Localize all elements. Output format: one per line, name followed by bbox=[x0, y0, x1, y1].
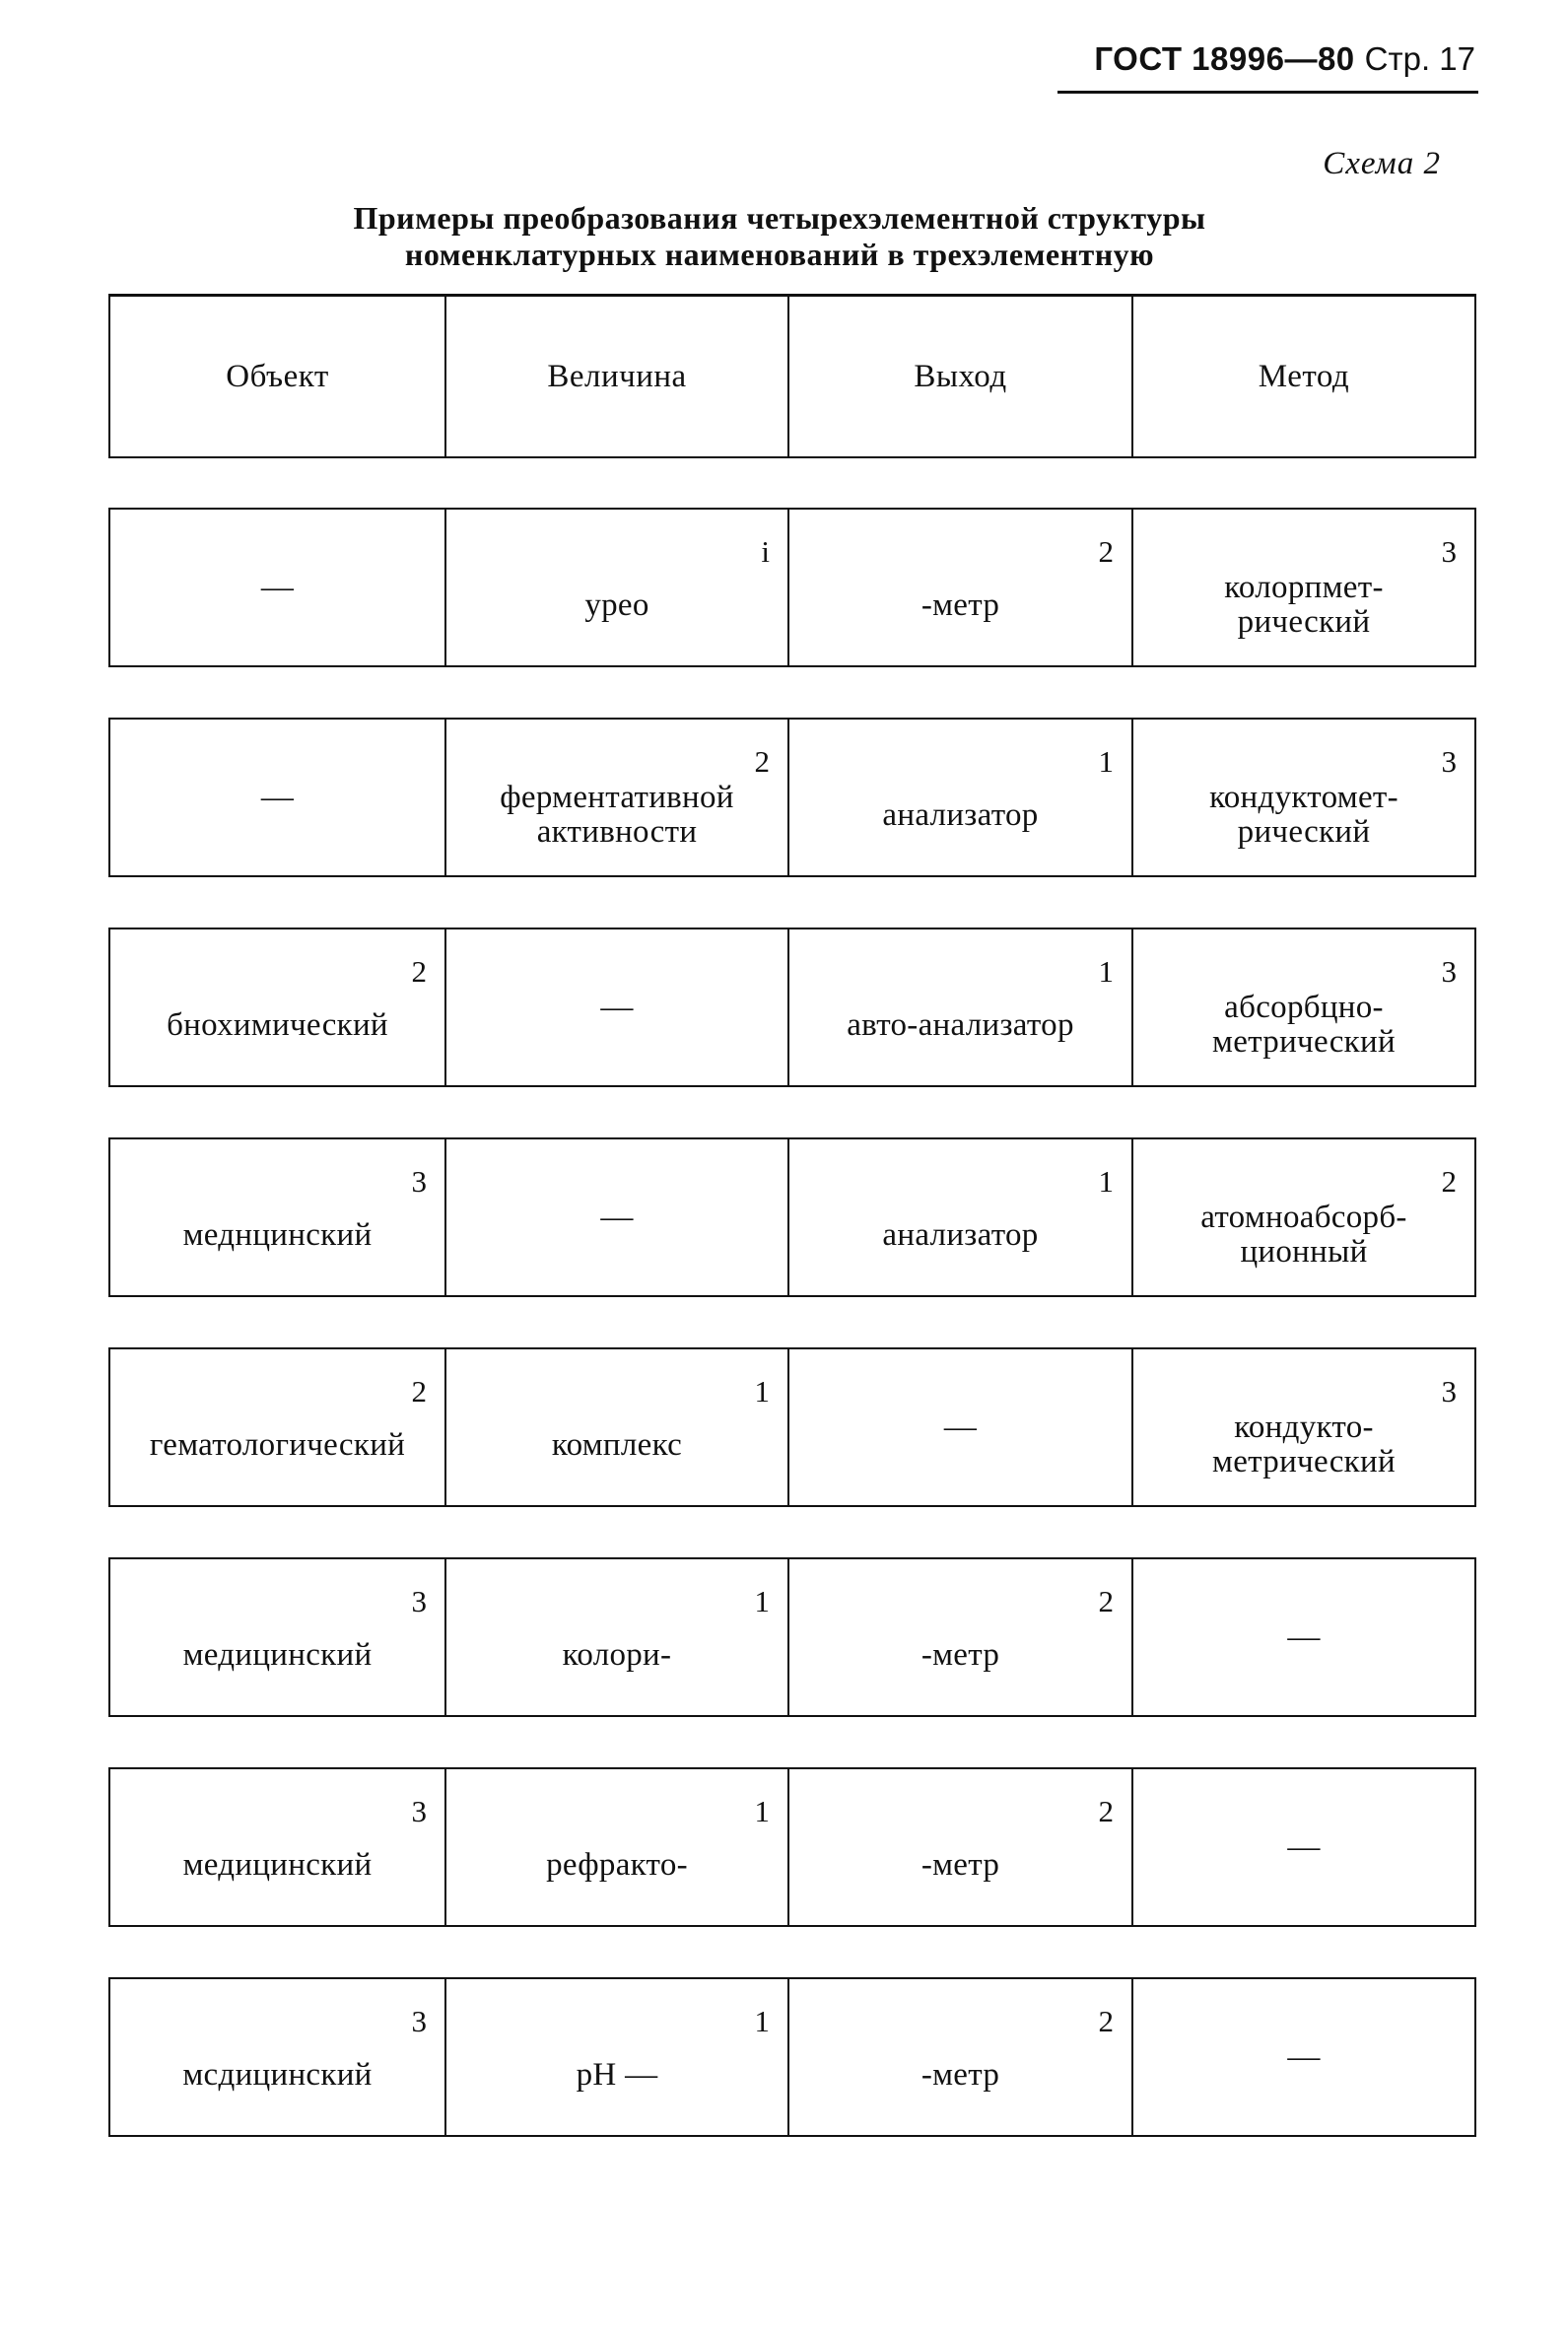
cell-text-line: -метр bbox=[920, 1846, 1000, 1883]
table-cell bbox=[444, 1979, 787, 2135]
table-row bbox=[108, 718, 1476, 877]
table-cell bbox=[787, 1769, 1131, 1925]
cell-text-line: колорпмет- bbox=[1224, 570, 1384, 605]
cell-text-line: авто-анализатор bbox=[847, 1006, 1074, 1043]
table-row bbox=[108, 1767, 1476, 1927]
table-header bbox=[108, 294, 1476, 458]
page-header bbox=[1094, 39, 1475, 79]
header-underline bbox=[1057, 91, 1478, 94]
table-cell bbox=[444, 720, 787, 875]
table-cell bbox=[1131, 720, 1476, 875]
cell-index-number: 1 bbox=[1098, 744, 1114, 779]
cell-text-line: бнохимический bbox=[167, 1006, 388, 1043]
table-cell bbox=[1131, 929, 1476, 1085]
table-row bbox=[108, 928, 1476, 1087]
cell-text-line: рический bbox=[1237, 814, 1371, 850]
cell-text-line: -метр bbox=[920, 2056, 1000, 2093]
table-cell bbox=[1131, 1979, 1476, 2135]
cell-index-number: 2 bbox=[1441, 1164, 1457, 1199]
title-line-2: номенклатурных наименований в трехэлементную bbox=[404, 237, 1155, 272]
column-header-output: Выход bbox=[787, 297, 1131, 456]
table-row bbox=[108, 1347, 1476, 1507]
cell-text bbox=[1133, 929, 1474, 1085]
empty-cell-dash bbox=[446, 929, 787, 1085]
cell-text bbox=[446, 510, 787, 665]
cell-text-line: рический bbox=[1237, 604, 1371, 640]
empty-cell-dash bbox=[110, 510, 444, 665]
table-cell bbox=[1131, 1349, 1476, 1505]
cell-text-line: рефракто- bbox=[546, 1846, 688, 1883]
cell-index-number: 3 bbox=[1441, 954, 1457, 989]
cell-text bbox=[1133, 510, 1474, 665]
table-cell bbox=[1131, 510, 1476, 665]
cell-text bbox=[110, 1139, 444, 1295]
cell-index-number: 1 bbox=[1098, 954, 1114, 989]
cell-index-number: 2 bbox=[411, 1374, 427, 1409]
cell-text bbox=[110, 929, 444, 1085]
empty-cell-dash bbox=[1133, 1559, 1474, 1715]
table-cell bbox=[444, 1769, 787, 1925]
table-cell bbox=[444, 510, 787, 665]
cell-index-number: 2 bbox=[1098, 1584, 1114, 1618]
cell-index-number: 2 bbox=[411, 954, 427, 989]
table-cell bbox=[108, 1349, 444, 1505]
page-number: Стр. 17 bbox=[1364, 40, 1475, 77]
column-header-quantity: Величина bbox=[444, 297, 787, 456]
table-cell bbox=[108, 1559, 444, 1715]
cell-text-line: абсорбцно- bbox=[1224, 990, 1384, 1025]
table-row bbox=[108, 1137, 1476, 1297]
cell-text-line: -метр bbox=[920, 1636, 1000, 1673]
cell-text bbox=[110, 1769, 444, 1925]
cell-text-line: — bbox=[600, 989, 634, 1025]
table-cell bbox=[787, 1139, 1131, 1295]
cell-index-number: 2 bbox=[1098, 534, 1114, 569]
cell-text-line: pH — bbox=[576, 2056, 658, 2093]
cell-text-line: ционный bbox=[1240, 1234, 1368, 1270]
table-cell bbox=[787, 1349, 1131, 1505]
cell-text-line: активности bbox=[536, 814, 698, 850]
cell-text-line: ферментативной bbox=[500, 780, 734, 815]
cell-index-number: 3 bbox=[1441, 744, 1457, 779]
cell-index-number: 2 bbox=[754, 744, 770, 779]
empty-cell-dash bbox=[1133, 1769, 1474, 1925]
empty-cell-dash bbox=[446, 1139, 787, 1295]
cell-index-number: 2 bbox=[1098, 2004, 1114, 2038]
empty-cell-dash bbox=[789, 1349, 1131, 1505]
cell-text-line: — bbox=[1287, 1828, 1321, 1865]
cell-text bbox=[789, 1559, 1131, 1715]
cell-index-number: 3 bbox=[1441, 534, 1457, 569]
cell-text bbox=[1133, 720, 1474, 875]
table-cell bbox=[108, 720, 444, 875]
empty-cell-dash bbox=[1133, 1979, 1474, 2135]
cell-index-number: 1 bbox=[754, 1584, 770, 1618]
cell-text bbox=[789, 1769, 1131, 1925]
table-cell bbox=[787, 1979, 1131, 2135]
table-cell bbox=[108, 510, 444, 665]
cell-text bbox=[446, 1559, 787, 1715]
cell-text-line: анализатор bbox=[882, 1216, 1039, 1253]
cell-text bbox=[789, 1979, 1131, 2135]
column-header-method: Метод bbox=[1131, 297, 1476, 456]
table-row bbox=[108, 508, 1476, 667]
table-cell bbox=[444, 1349, 787, 1505]
cell-text-line: кондуктомет- bbox=[1209, 780, 1398, 815]
cell-text bbox=[110, 1979, 444, 2135]
scheme-label: Схема 2 bbox=[1323, 146, 1441, 181]
page-title bbox=[0, 200, 1559, 273]
table-row bbox=[108, 1977, 1476, 2137]
cell-text-line: метрический bbox=[1212, 1024, 1396, 1060]
cell-index-number: 3 bbox=[411, 1794, 427, 1828]
table-cell bbox=[1131, 1139, 1476, 1295]
table-cell bbox=[444, 929, 787, 1085]
cell-text-line: медицинский bbox=[182, 1636, 373, 1673]
cell-text bbox=[446, 720, 787, 875]
cell-index-number: 3 bbox=[411, 2004, 427, 2038]
cell-text bbox=[789, 510, 1131, 665]
table-cell bbox=[1131, 1559, 1476, 1715]
cell-text bbox=[1133, 1139, 1474, 1295]
cell-text-line: комплекс bbox=[551, 1426, 683, 1463]
table-cell bbox=[444, 1559, 787, 1715]
column-header-object: Объект bbox=[108, 297, 444, 456]
table-cell bbox=[444, 1139, 787, 1295]
cell-index-number: 1 bbox=[754, 1374, 770, 1409]
cell-text-line: — bbox=[260, 569, 295, 605]
cell-index-number: i bbox=[761, 534, 770, 569]
cell-text-line: — bbox=[600, 1199, 634, 1235]
cell-text-line: колори- bbox=[562, 1636, 672, 1673]
cell-text-line: анализатор bbox=[882, 796, 1039, 833]
table-cell bbox=[787, 510, 1131, 665]
cell-index-number: 2 bbox=[1098, 1794, 1114, 1828]
cell-text-line: метрический bbox=[1212, 1444, 1396, 1479]
cell-index-number: 1 bbox=[1098, 1164, 1114, 1199]
table-cell bbox=[787, 929, 1131, 1085]
empty-cell-dash bbox=[110, 720, 444, 875]
cell-index-number: 3 bbox=[411, 1584, 427, 1618]
cell-text-line: -метр bbox=[920, 586, 1000, 623]
cell-text bbox=[446, 1769, 787, 1925]
cell-text bbox=[446, 1979, 787, 2135]
cell-text bbox=[1133, 1349, 1474, 1505]
cell-index-number: 3 bbox=[411, 1164, 427, 1199]
cell-text bbox=[110, 1349, 444, 1505]
cell-text-line: — bbox=[943, 1409, 978, 1445]
table-cell bbox=[108, 1769, 444, 1925]
table-row bbox=[108, 1557, 1476, 1717]
table-cell bbox=[787, 1559, 1131, 1715]
cell-text bbox=[446, 1349, 787, 1505]
cell-text-line: медицинский bbox=[182, 1846, 373, 1883]
cell-text-line: — bbox=[1287, 1618, 1321, 1655]
cell-text-line: меднцинский bbox=[182, 1216, 373, 1253]
cell-text-line: — bbox=[1287, 2038, 1321, 2075]
cell-text bbox=[789, 720, 1131, 875]
table-cell bbox=[108, 929, 444, 1085]
cell-text-line: кондукто- bbox=[1234, 1410, 1374, 1445]
cell-text bbox=[789, 1139, 1131, 1295]
cell-text-line: — bbox=[260, 779, 295, 815]
cell-index-number: 3 bbox=[1441, 1374, 1457, 1409]
cell-text bbox=[110, 1559, 444, 1715]
cell-text-line: атомноабсорб- bbox=[1200, 1200, 1407, 1235]
gost-code: ГОСТ 18996—80 bbox=[1094, 40, 1355, 77]
table-cell bbox=[787, 720, 1131, 875]
table-cell bbox=[108, 1979, 444, 2135]
cell-text-line: мсдицинский bbox=[182, 2056, 373, 2093]
table-cell bbox=[108, 1139, 444, 1295]
cell-text-line: гематологический bbox=[149, 1426, 406, 1463]
cell-text bbox=[789, 929, 1131, 1085]
title-line-1: Примеры преобразования четырехэлементной структуры bbox=[353, 200, 1206, 236]
table-cell bbox=[1131, 1769, 1476, 1925]
cell-index-number: 1 bbox=[754, 2004, 770, 2038]
cell-text-line: урео bbox=[584, 586, 649, 623]
cell-index-number: 1 bbox=[754, 1794, 770, 1828]
